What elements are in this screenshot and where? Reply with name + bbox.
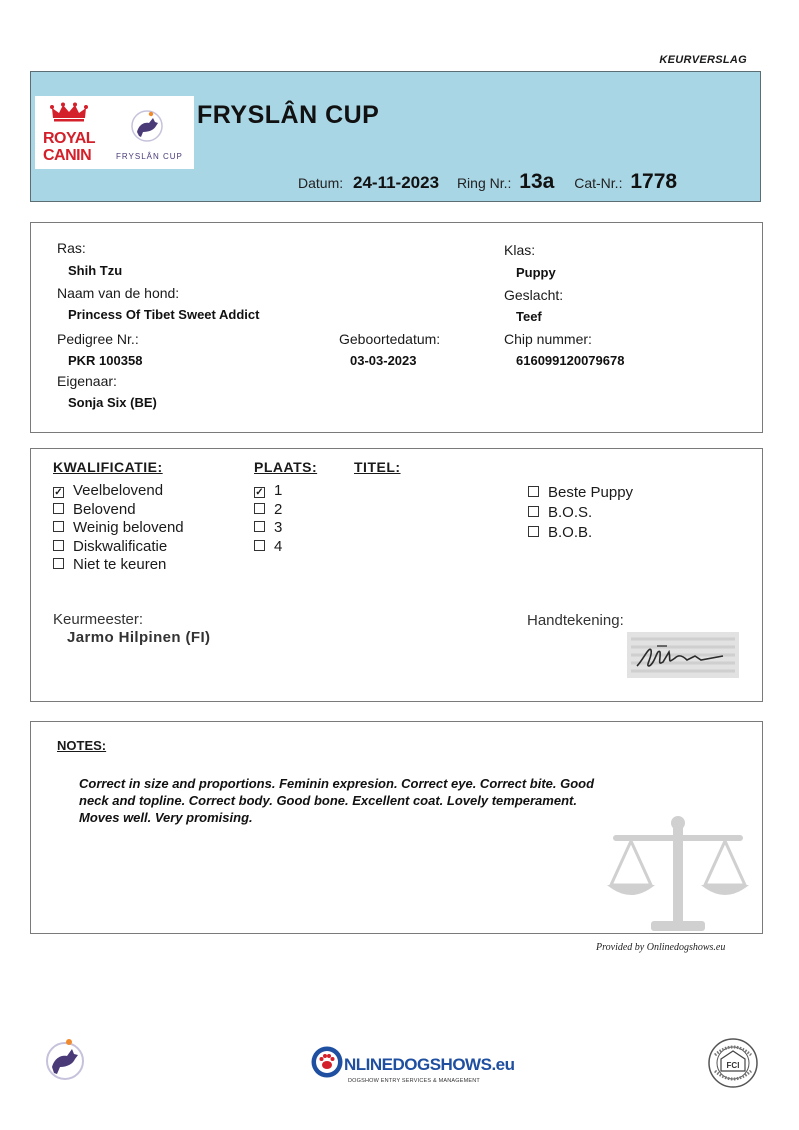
naam-label: Naam van de hond: <box>57 285 180 301</box>
kwal-option <box>53 482 184 501</box>
plaats-option <box>254 519 282 538</box>
notes-line: neck and topline. Correct body. Good bone. Excellent coat. Lovely temperament. <box>79 793 577 808</box>
crown-icon <box>49 102 89 122</box>
kwalificatie-heading: KWALIFICATIE: <box>53 459 163 475</box>
option-label: 4 <box>274 537 283 555</box>
sponsor-logos <box>35 96 194 169</box>
cat-label: Cat-Nr.: <box>574 175 623 191</box>
pedigree-label: Pedigree Nr.: <box>57 331 139 347</box>
onlinedogshows-logo <box>310 1045 515 1091</box>
option-label: 1 <box>274 482 283 499</box>
kwal-option <box>53 501 184 520</box>
fryslan-cup-dog-icon <box>129 108 165 144</box>
notes-line: Correct in size and proportions. Feminin expresion. Correct eye. Correct bite. Good <box>79 776 595 791</box>
document-type: KEURVERSLAG <box>659 54 747 66</box>
geboortedatum-value: 03-03-2023 <box>350 353 417 368</box>
fryslan-cup-footer-logo <box>43 1037 87 1081</box>
keurmeester-label: Keurmeester: <box>53 611 144 628</box>
titel-heading: TITEL: <box>354 459 401 475</box>
ras-label: Ras: <box>57 240 86 256</box>
checked-box-icon[interactable]: ✓ <box>255 487 264 498</box>
scales-of-justice-icon <box>607 815 749 933</box>
ras-value: Shih Tzu <box>68 263 123 278</box>
checkbox-icon[interactable] <box>254 540 265 551</box>
cat-value: 1778 <box>630 170 678 193</box>
option-label: 3 <box>274 519 283 536</box>
handtekening-label: Handtekening: <box>527 612 624 629</box>
provided-by: Provided by Onlinedogshows.eu <box>596 942 726 953</box>
checkbox-icon[interactable] <box>53 503 64 514</box>
checkbox-icon[interactable] <box>53 558 64 569</box>
ring-label: Ring Nr.: <box>456 175 512 191</box>
kwal-option <box>53 519 184 538</box>
option-label: Beste Puppy <box>548 484 634 501</box>
datum-label: Datum: <box>298 175 344 191</box>
judge-signature <box>627 632 739 678</box>
checkbox-icon[interactable] <box>53 540 64 551</box>
option-label: B.O.S. <box>548 504 593 521</box>
plaats-option <box>254 501 282 520</box>
titel-option <box>528 503 633 523</box>
ring-value: 13a <box>519 170 555 193</box>
klas-label: Klas: <box>504 242 536 258</box>
notes-heading: NOTES: <box>57 738 107 753</box>
kwal-option <box>53 538 184 557</box>
notes-text <box>79 775 594 826</box>
option-label: Belovend <box>73 500 136 518</box>
pedigree-value: PKR 100358 <box>68 353 143 368</box>
chip-label: Chip nummer: <box>504 331 592 347</box>
fci-seal-icon <box>707 1037 759 1089</box>
plaats-options <box>254 482 282 556</box>
checkbox-icon[interactable] <box>254 521 265 532</box>
event-meta <box>298 170 677 194</box>
option-label: Niet te keuren <box>73 556 167 573</box>
eigenaar-label: Eigenaar: <box>57 373 117 389</box>
checkbox-icon[interactable] <box>528 526 539 537</box>
eigenaar-value: Sonja Six (BE) <box>68 395 157 410</box>
datum-value: 24-11-2023 <box>353 173 440 192</box>
naam-value: Princess Of Tibet Sweet Addict <box>68 307 260 322</box>
option-label: B.O.B. <box>548 524 593 541</box>
checked-box-icon[interactable]: ✓ <box>54 487 63 498</box>
checkbox-icon[interactable] <box>528 486 539 497</box>
geboortedatum-label: Geboortedatum: <box>339 331 441 347</box>
chip-value: 616099120079678 <box>516 353 625 368</box>
fci-text: FCI <box>726 1061 740 1070</box>
event-title: FRYSLÂN CUP <box>197 101 380 129</box>
option-label: Weinig belovend <box>73 519 184 536</box>
klas-value: Puppy <box>516 265 556 280</box>
fryslan-cup-logo-text: FRYSLÂN CUP <box>116 152 183 161</box>
keurmeester-value: Jarmo Hilpinen (FI) <box>67 629 211 646</box>
kwalificatie-options <box>53 482 184 575</box>
checkbox-icon[interactable] <box>528 506 539 517</box>
checkbox-icon[interactable] <box>53 521 64 532</box>
plaats-heading: PLAATS: <box>254 459 318 475</box>
plaats-option <box>254 538 282 557</box>
notes-line: Moves well. Very promising. <box>79 810 253 825</box>
titel-options <box>528 483 633 543</box>
geslacht-label: Geslacht: <box>504 287 564 303</box>
option-label: Diskwalificatie <box>73 537 168 555</box>
paw-icon <box>310 1045 344 1079</box>
titel-option <box>528 483 633 503</box>
titel-option <box>528 523 633 543</box>
option-label: Veelbelovend <box>73 482 164 499</box>
ods-logo-tagline: DOGSHOW ENTRY SERVICES & MANAGEMENT <box>348 1078 480 1084</box>
ods-logo-text: NLINEDOGSHOWS.eu <box>344 1055 515 1074</box>
plaats-option <box>254 482 282 501</box>
royal-canin-logo-top: ROYAL <box>43 130 96 147</box>
checkbox-icon[interactable] <box>254 503 265 514</box>
kwal-option <box>53 556 184 575</box>
option-label: 2 <box>274 500 283 518</box>
geslacht-value: Teef <box>516 309 542 324</box>
royal-canin-logo-bottom: CANIN <box>43 147 92 164</box>
